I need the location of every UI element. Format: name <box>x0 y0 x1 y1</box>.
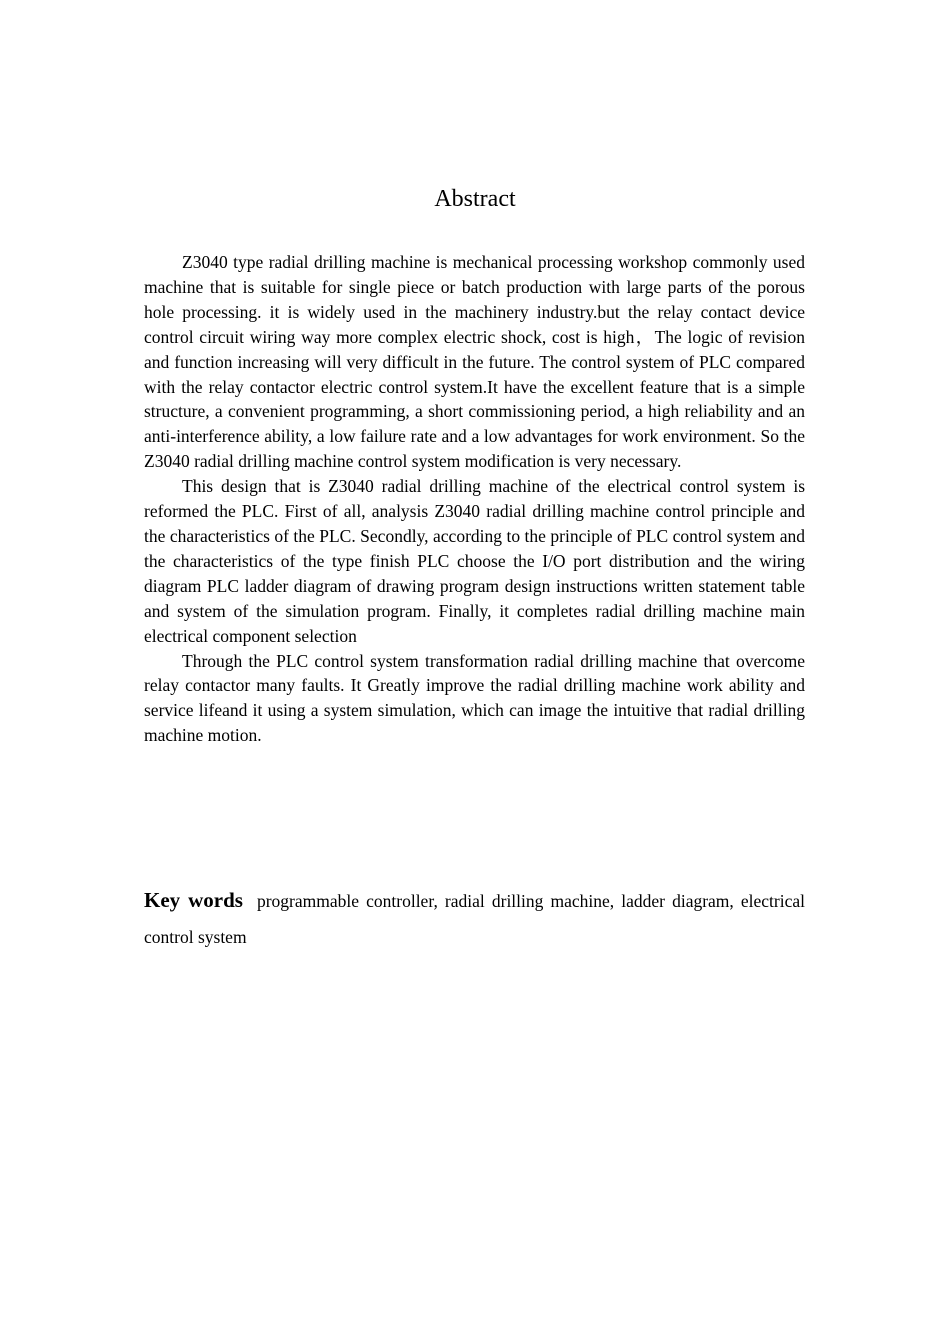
abstract-paragraph-2: This design that is Z3040 radial drilling machine of the electrical control system is reformed the PLC. First of all, analysis Z3040 radial drilling machine control principle and the characteristics of the PLC. Secondly, according to the principle of PLC control system and the characteristics of the type finish PLC choose the I/O port distribution and the wiring diagram PLC ladder diagram of drawing program design instructions written statement table and system of the simulation program. Finally, it completes radial drilling machine main electrical component selection <box>144 476 805 646</box>
abstract-paragraph-1: Z3040 type radial drilling machine is mechanical processing workshop commonly used machine that is suitable for single piece or batch production with large parts of the porous hole processing. it is widely used in the machinery industry.but the relay contact device control circuit wiring way more complex electric shock, cost is high，The logic of revision and function increasing will very difficult in the future. The control system of PLC compared with the relay contactor electric control system.It have the excellent feature that is a simple structure, a convenient programming, a short commissioning period, a high reliability and an anti-interference ability, a low failure rate and a low advantages for work environment. So the Z3040 radial drilling machine control system modification is very necessary. <box>144 252 805 472</box>
abstract-title: Abstract <box>434 186 516 212</box>
keywords-label: Key words <box>144 888 243 912</box>
keywords-text: programmable controller, radial drilling machine, ladder diagram, electrical control system <box>144 891 806 947</box>
keywords-section <box>144 882 805 955</box>
abstract-body <box>144 250 805 748</box>
abstract-paragraph-3: Through the PLC control system transformation radial drilling machine that overcome relay contactor many faults. It Greatly improve the radial drilling machine work ability and service lifeand it using a system simulation, which can image the intuitive that radial drilling machine motion. <box>144 650 805 746</box>
